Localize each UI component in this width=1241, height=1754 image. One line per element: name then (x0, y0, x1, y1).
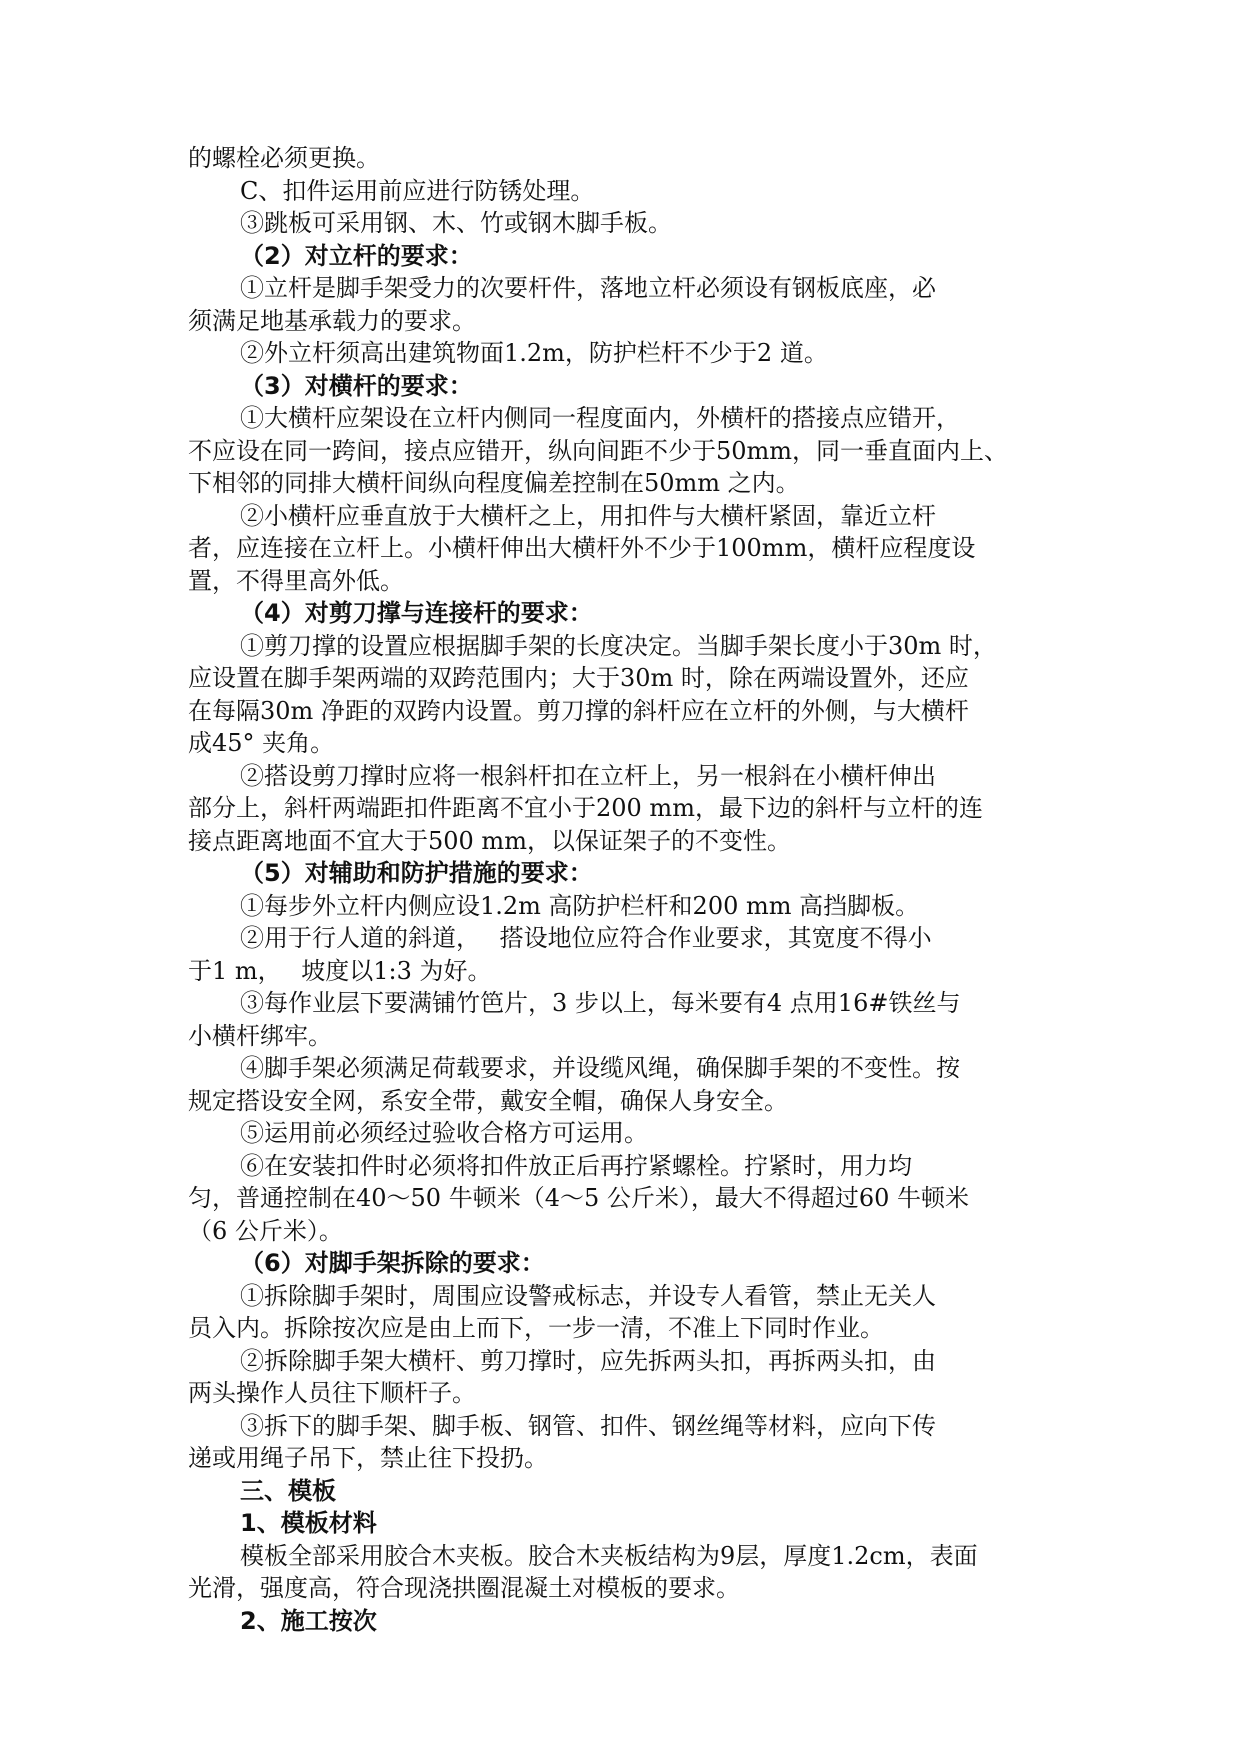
text-line: ①立杆是脚手架受力的次要杆件，落地立杆必须设有钢板底座，必 (240, 274, 936, 302)
text-line: 匀，普通控制在40～50 牛顿米（4～5 公斤米），最大不得超过60 牛顿米 (188, 1184, 970, 1212)
text-line: 员入内。拆除按次应是由上而下，一步一清，不准上下同时作业。 (188, 1314, 884, 1342)
text-line: C、扣件运用前应进行防锈处理。 (240, 176, 595, 205)
text-line: 在每隔30m 净距的双跨内设置。剪刀撑的斜杆应在立杆的外侧，与大横杆 (188, 696, 969, 725)
section-heading: 三、模板 (240, 1476, 336, 1505)
text-line: 两头操作人员往下顺杆子。 (188, 1379, 476, 1407)
section-heading: 2、施工按次 (240, 1606, 377, 1635)
text-line: 光滑，强度高，符合现浇拱圈混凝土对模板的要求。 (188, 1574, 740, 1602)
text-line: 下相邻的同排大横杆间纵向程度偏差控制在50mm 之内。 (188, 469, 800, 497)
text-line: ⑤运用前必须经过验收合格方可运用。 (240, 1119, 648, 1147)
text-line: 须满足地基承载力的要求。 (188, 306, 476, 335)
text-line: ①大横杆应架设在立杆内侧同一程度面内，外横杆的搭接点应错开， (240, 404, 960, 432)
text-line: ③拆下的脚手架、脚手板、钢管、扣件、钢丝绳等材料，应向下传 (240, 1411, 936, 1440)
text-line: ②用于行人道的斜道， 搭设地位应符合作业要求，其宽度不得小 (240, 924, 932, 952)
text-line: 者，应连接在立杆上。小横杆伸出大横杆外不少于100mm，横杆应程度设 (188, 534, 976, 562)
text-line: ②小横杆应垂直放于大横杆之上，用扣件与大横杆紧固，靠近立杆 (240, 501, 936, 530)
text-line: ③跳板可采用钢、木、竹或钢木脚手板。 (240, 209, 672, 237)
text-line: ⑥在安装扣件时必须将扣件放正后再拧紧螺栓。拧紧时，用力均 (240, 1151, 912, 1180)
text-line: 小横杆绑牢。 (188, 1021, 332, 1050)
text-line: ①每步外立杆内侧应设1.2m 高防护栏杆和200 mm 高挡脚板。 (240, 891, 920, 920)
text-line: 接点距离地面不宜大于500 mm，以保证架子的不变性。 (188, 826, 791, 855)
text-line: 规定搭设安全网，系安全带，戴安全帽，确保人身安全。 (188, 1086, 788, 1115)
text-line: 应设置在脚手架两端的双跨范围内；大于30m 时，除在两端设置外，还应 (188, 664, 969, 692)
text-line: ①剪刀撑的设置应根据脚手架的长度决定。当脚手架长度小于30m 时， (240, 631, 997, 660)
text-line: ①拆除脚手架时，周围应设警戒标志，并设专人看管，禁止无关人 (240, 1281, 936, 1310)
document-body (188, 142, 1058, 1637)
text-line: 于1 m， 坡度以1:3 为好。 (188, 956, 492, 985)
text-line: ②外立杆须高出建筑物面1.2m，防护栏杆不少于2 道。 (240, 339, 828, 367)
text-line: （6 公斤米）。 (188, 1216, 343, 1245)
section-heading: （6）对脚手架拆除的要求： (240, 1249, 545, 1277)
text-line: 递或用绳子吊下，禁止往下投扔。 (188, 1444, 548, 1472)
text-line: ④脚手架必须满足荷载要求，并设缆风绳，确保脚手架的不变性。按 (240, 1054, 960, 1082)
section-heading: （4）对剪刀撑与连接杆的要求： (240, 599, 593, 627)
text-line: 不应设在同一跨间，接点应错开，纵向间距不少于50mm，同一垂直面内上、 (188, 436, 1009, 465)
section-heading: （5）对辅助和防护措施的要求： (240, 859, 593, 887)
section-heading: 1、模板材料 (240, 1509, 377, 1537)
text-line: 部分上，斜杆两端距扣件距离不宜小于200 mm，最下边的斜杆与立杆的连 (188, 794, 983, 822)
text-line: ③每作业层下要满铺竹笆片，3 步以上，每米要有4 点用16#铁丝与 (240, 989, 961, 1017)
text-line: 的螺栓必须更换。 (188, 144, 380, 172)
text-line: 置，不得里高外低。 (188, 566, 404, 595)
text-line: ②拆除脚手架大横杆、剪刀撑时，应先拆两头扣，再拆两头扣，由 (240, 1346, 936, 1375)
text-line: 模板全部采用胶合木夹板。胶合木夹板结构为9层，厚度1.2cm，表面 (240, 1541, 978, 1570)
section-heading: （2）对立杆的要求： (240, 241, 473, 270)
text-line: ②搭设剪刀撑时应将一根斜杆扣在立杆上，另一根斜在小横杆伸出 (240, 761, 936, 790)
section-heading: （3）对横杆的要求： (240, 371, 473, 400)
text-line: 成45° 夹角。 (188, 729, 335, 757)
